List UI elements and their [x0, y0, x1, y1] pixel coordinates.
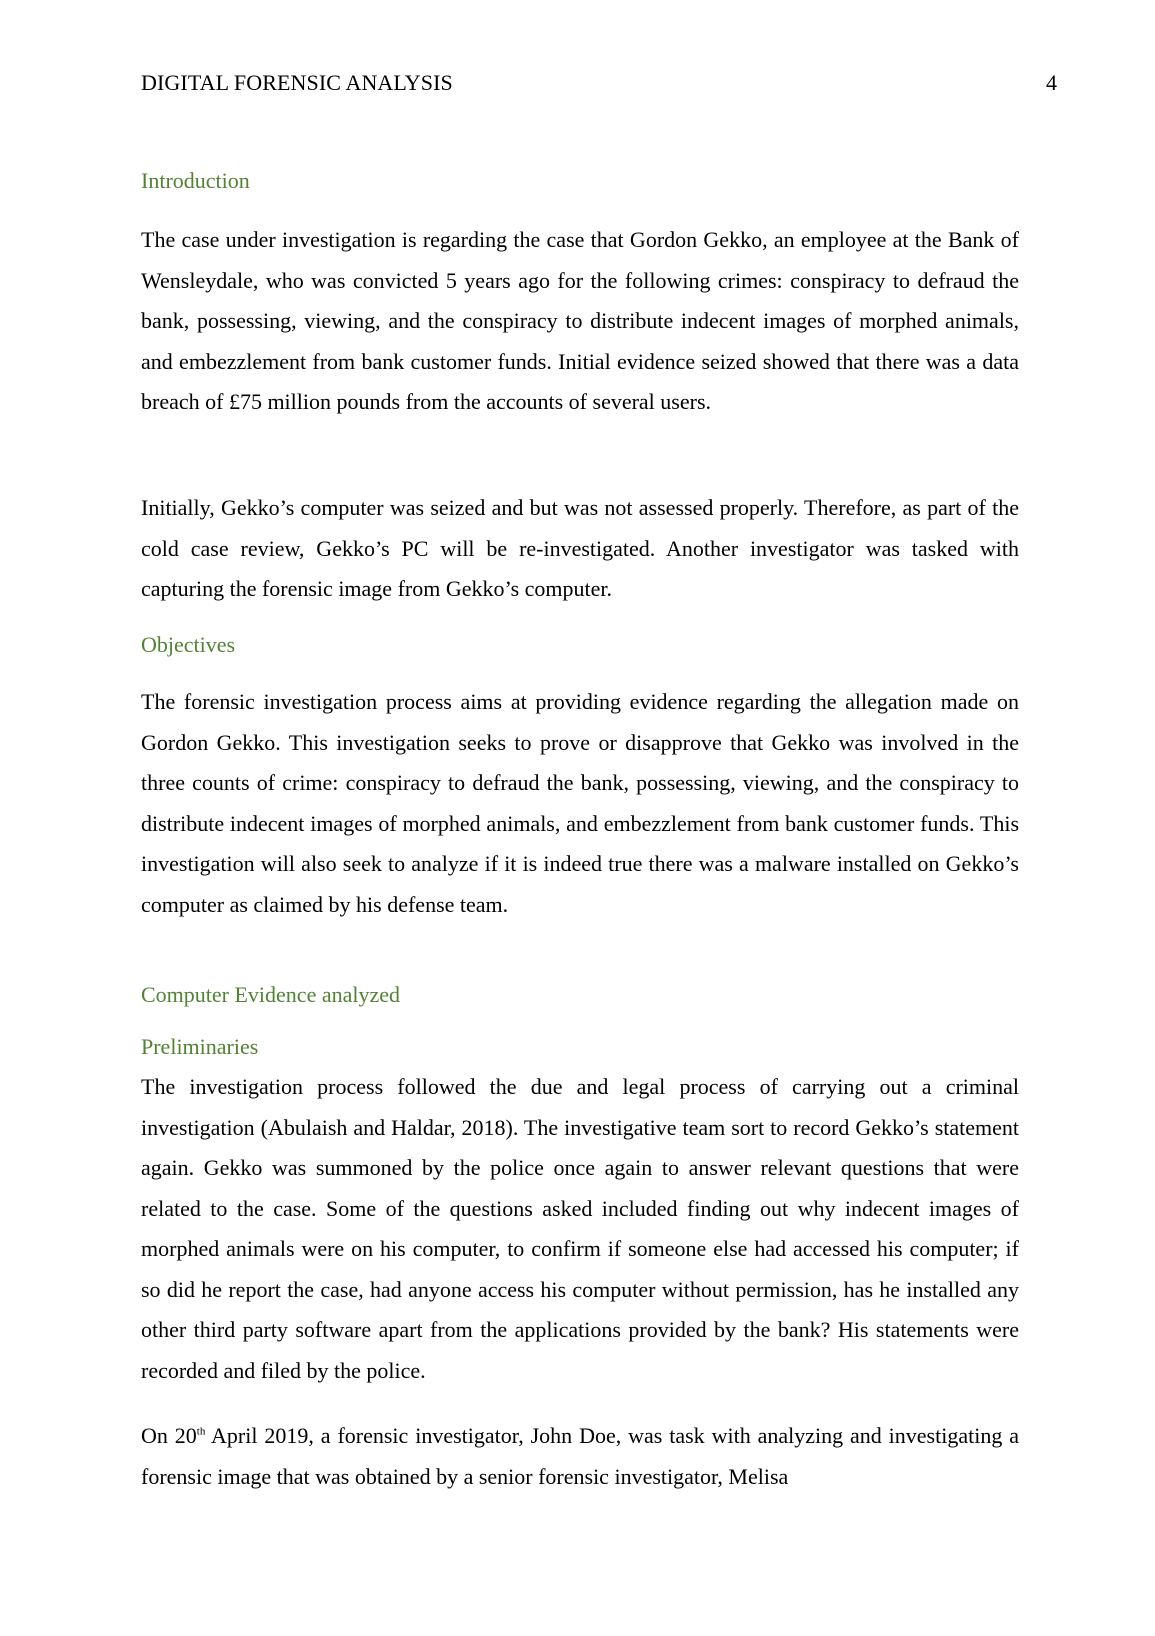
paragraph-introduction-2: Initially, Gekko’s computer was seized and but was not assessed properly. Therefore, as part of the cold case review, Gekko’s PC will be re-investigated. Another investigator was tasked with capturing the forensic image from Gekko’s computer. [141, 495, 1019, 601]
p2-text-end: April 2019, a forensic investigator, John Doe, was task with analyzing and investigating a forensic image that was obtained by a senior forensic investigator, Melisa [141, 1423, 1019, 1489]
ordinal-superscript: th [196, 1425, 206, 1438]
heading-objectives: Objectives [141, 632, 236, 657]
paragraph-introduction-1: The case under investigation is regarding the case that Gordon Gekko, an employee at the Bank of Wensleydale, who was convicted 5 years ago for the following crimes: conspiracy to defraud the bank, possessing, viewing, and the conspiracy to distribute indecent images of morphed animals, and embezzlement from bank customer funds. Initial evidence seized showed that there was a data breach of £75 million pounds from the accounts of several users. [141, 227, 1019, 414]
paragraph-preliminaries-2 [141, 1416, 1019, 1497]
running-header: DIGITAL FORENSIC ANALYSIS [141, 70, 453, 95]
heading-computer-evidence: Computer Evidence analyzed [141, 982, 401, 1007]
paragraph-objectives: The forensic investigation process aims at providing evidence regarding the allegation made on Gordon Gekko. This investigation seeks to prove or disapprove that Gekko was involved in the three counts of crime: conspiracy to defraud the bank, possessing, viewing, and the conspiracy to distribute indecent images of morphed animals, and embezzlement from bank customer funds. This investigation will also seek to analyze if it is indeed true there was a malware installed on Gekko’s computer as claimed by his defense team. [141, 689, 1019, 917]
page-number: 4 [1046, 70, 1057, 95]
p2-text-start: On 20 [141, 1423, 197, 1448]
paragraph-preliminaries-1: The investigation process followed the due and legal process of carrying out a criminal investigation (Abulaish and Haldar, 2018). The investigative team sort to record Gekko’s statement again. Gekko was summoned by the police once again to answer relevant questions that were related to the case. Some of the questions asked included finding out why indecent images of morphed animals were on his computer, to confirm if someone else had accessed his computer; if so did he report the case, had anyone access his computer without permission, has he installed any other third party software apart from the applications provided by the bank? His statements were recorded and filed by the police. [141, 1074, 1019, 1383]
heading-introduction: Introduction [141, 168, 250, 193]
heading-preliminaries: Preliminaries [141, 1034, 259, 1059]
